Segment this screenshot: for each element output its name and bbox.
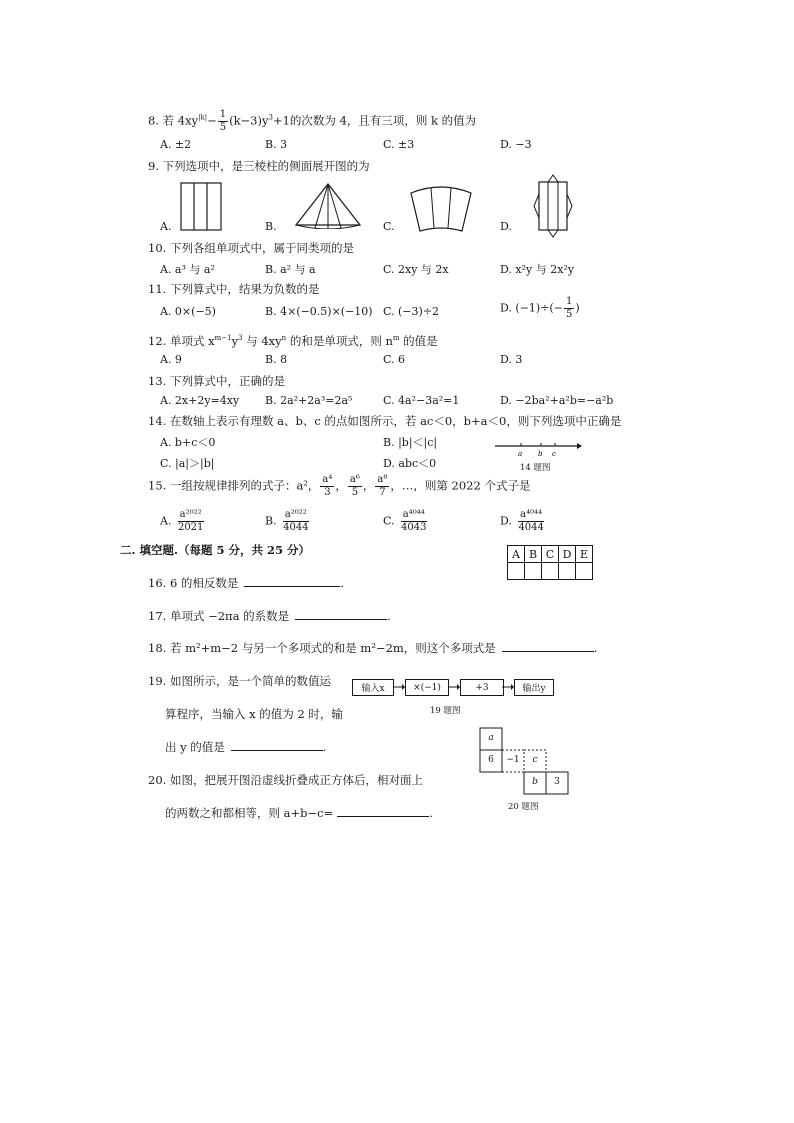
question-16: 16. 6 的相反数是 . <box>148 576 345 590</box>
q14-number-line <box>493 438 583 460</box>
cube-face-c: c <box>532 755 538 765</box>
question-20-line2: 的两数之和都相等，则 a+b−c= . <box>165 806 433 820</box>
question-20-line1: 20. 如图，把展开图沿虚线折叠成正方体后，相对面上 <box>148 773 423 787</box>
q13-option-a: A. 2x+2y=4xy <box>160 394 240 407</box>
q15-option-d: D. $\frac{\text{a⁴⁰⁴⁴}}{4044}$ <box>500 509 544 533</box>
question-17: 17. 单项式 −2πa 的系数是 . <box>148 609 391 623</box>
q13-option-d: D. −2ba²+a²b=−a²b <box>500 394 614 407</box>
cube-face-3: 3 <box>554 777 560 787</box>
q19-answer-blank[interactable] <box>231 739 323 751</box>
q10-option-d: D. x²y 与 2x²y <box>500 263 575 276</box>
q9-option-b: B. <box>265 220 277 233</box>
q20-answer-blank[interactable] <box>337 805 429 817</box>
q18-answer-blank[interactable] <box>502 640 594 652</box>
q12-option-b: B. 8 <box>265 353 288 366</box>
q14-caption: 14 题图 <box>520 463 551 473</box>
q9-figure-c <box>410 183 472 233</box>
q8-text-pre: 若 4xy <box>162 113 199 128</box>
q10-option-a: A. a³ 与 a² <box>160 263 215 276</box>
answer-grid-header-c: C <box>542 546 559 563</box>
question-19-line1: 19. 如图所示，是一个简单的数值运 <box>148 674 331 688</box>
q8-number: 8. <box>148 113 159 128</box>
q15-option-b: B. $\frac{\text{a²⁰²²}}{4044}$ <box>265 509 309 533</box>
flow-arrows <box>392 681 514 693</box>
question-9: 9. 下列选项中，是三棱柱的侧面展开图的为 <box>148 159 370 173</box>
question-11: 11. 下列算式中，结果为负数的是 <box>148 282 320 296</box>
answer-cell-c[interactable] <box>542 563 559 580</box>
q17-answer-blank[interactable] <box>295 608 387 620</box>
q10-option-b: B. a² 与 a <box>265 263 316 276</box>
answer-grid-header-b: B <box>525 546 542 563</box>
q12-option-a: A. 9 <box>160 353 182 366</box>
q13-option-c: C. 4a²−3a²=1 <box>383 394 460 407</box>
question-18: 18. 若 m²+m−2 与另一个多项式的和是 m²−2m，则这个多项式是 . <box>148 641 598 655</box>
q16-answer-blank[interactable] <box>244 575 340 587</box>
q19-caption: 19 题图 <box>430 706 461 716</box>
q9-figure-a <box>180 182 222 232</box>
q8-text-mid: (k−3)y <box>229 113 269 128</box>
flow-multiply-box: ×(−1) <box>405 679 449 696</box>
cube-face-a: a <box>488 733 494 743</box>
q9-option-c: C. <box>383 220 395 233</box>
cube-face-b: b <box>532 777 538 787</box>
q12-option-d: D. 3 <box>500 353 523 366</box>
q14-option-d: D. abc＜0 <box>383 457 437 470</box>
answer-cell-b[interactable] <box>525 563 542 580</box>
q11-option-b: B. 4×(−0.5)×(−10) <box>265 305 373 318</box>
q8-option-a: A. ±2 <box>160 138 192 151</box>
q8-option-c: C. ±3 <box>383 138 415 151</box>
flow-add-box: +3 <box>460 679 504 696</box>
cube-face-neg1: −1 <box>506 755 520 765</box>
q12-option-c: C. 6 <box>383 353 406 366</box>
axis-label-c: c <box>552 450 556 458</box>
q11-option-d: D. (−1)÷(− $\frac{1}{5}$ ) <box>500 296 580 320</box>
q8-fraction: $\frac{1}{5}$ <box>219 109 227 133</box>
question-15: 15. 一组按规律排列的式子：a²， $\frac{\text{a⁴}}{3}$ ， $\frac{\text{a⁶}}{5}$ ， $\frac{\text{a⁸}}{7}$ ，…，则第 2022 个式子是 <box>148 474 531 498</box>
answer-cell-a[interactable] <box>508 563 525 580</box>
q8-option-b: B. 3 <box>265 138 288 151</box>
q11-option-a: A. 0×(−5) <box>160 305 216 318</box>
q14-option-c: C. |a|＞|b| <box>160 457 215 470</box>
axis-label-b: b <box>538 450 543 458</box>
cube-face-6: 6 <box>488 755 494 765</box>
answer-grid-header-a: A <box>508 546 525 563</box>
question-13: 13. 下列算式中，正确的是 <box>148 374 285 388</box>
section-2-title: 二. 填空题.（每题 5 分，共 25 分） <box>120 543 311 557</box>
question-8: 8. 若 $4xy^{|k|}-$ $\frac{1}{5}$ $(k-3)y^3+1$的次数为 4，且有三项，则 k 的值为 <box>148 109 477 133</box>
q14-option-a: A. b+c＜0 <box>160 436 216 449</box>
answer-grid-header-e: E <box>576 546 593 563</box>
q9-figure-b <box>295 183 361 229</box>
answer-cell-e[interactable] <box>576 563 593 580</box>
q14-option-b: B. |b|＜|c| <box>383 436 438 449</box>
q10-option-c: C. 2xy 与 2x <box>383 263 449 276</box>
q8-option-d: D. −3 <box>500 138 532 151</box>
answer-grid-header-d: D <box>559 546 576 563</box>
q15-option-a: A. $\frac{\text{a²⁰²²}}{2021}$ <box>160 509 204 533</box>
q9-option-d: D. <box>500 220 512 233</box>
q13-option-b: B. 2a²+2a³=2a⁵ <box>265 394 353 407</box>
answer-grid <box>507 545 593 580</box>
flow-output-box: 输出y <box>514 679 554 696</box>
q9-figure-d <box>533 174 573 238</box>
answer-cell-d[interactable] <box>559 563 576 580</box>
q8-text-post: +1的次数为 4，且有三项，则 k 的值为 <box>272 113 477 128</box>
question-19-line2: 算程序，当输入 x 的值为 2 时，输 <box>165 707 343 721</box>
question-12: 12. 单项式 $x^{m-1}y^3$ 与 $4xy^n$ 的和是单项式，则 $n^m$ 的值是 <box>148 334 438 348</box>
flow-input-box: 输入x <box>352 679 394 696</box>
question-19-line3: 出 y 的值是 . <box>165 740 327 754</box>
q15-option-c: C. $\frac{\text{a⁴⁰⁴⁴}}{4043}$ <box>383 509 427 533</box>
question-10: 10. 下列各组单项式中，属于同类项的是 <box>148 241 354 255</box>
axis-label-a: a <box>518 450 523 458</box>
q20-caption: 20 题图 <box>508 802 539 812</box>
question-14: 14. 在数轴上表示有理数 a、b、c 的点如图所示，若 ac＜0，b+a＜0，则下列选项中正确是 <box>148 414 622 428</box>
q9-option-a: A. <box>160 220 172 233</box>
q8-sup: |k| <box>198 113 208 122</box>
q11-option-c: C. (−3)÷2 <box>383 305 440 318</box>
